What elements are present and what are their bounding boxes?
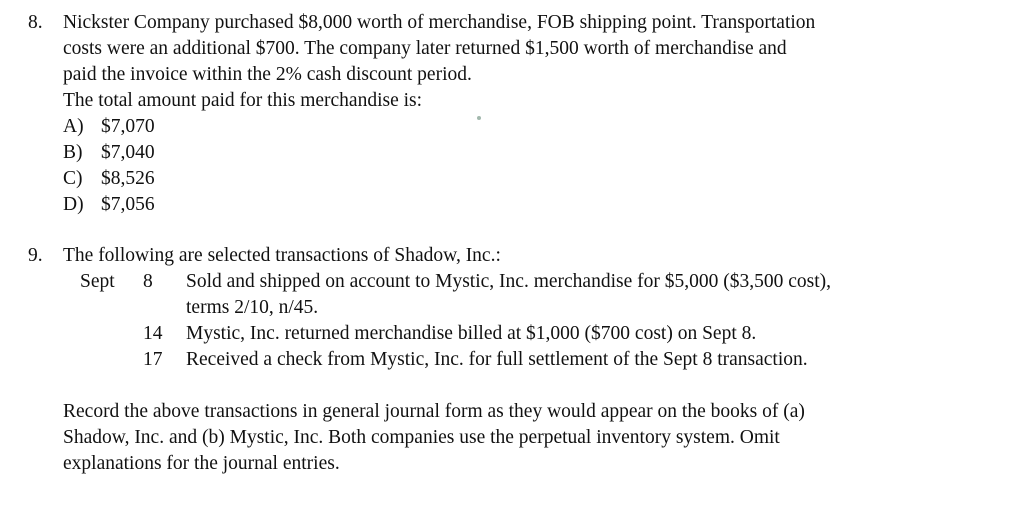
transaction-day: 8 [143, 271, 153, 292]
transaction-day: 17 [143, 349, 163, 370]
question-8-text-line-2: costs were an additional $700. The company later returned $1,500 worth of merchandise and [63, 38, 787, 59]
question-9-number: 9. [28, 245, 43, 266]
option-letter: B) [63, 142, 83, 163]
question-8-text-line-3: paid the invoice within the 2% cash discount period. [63, 64, 472, 85]
option-letter: C) [63, 168, 83, 189]
transaction-text-line-2: terms 2/10, n/45. [186, 297, 319, 318]
option-value: $7,040 [101, 142, 155, 163]
transaction-month: Sept [80, 271, 115, 292]
question-8-text-line-1: Nickster Company purchased $8,000 worth of merchandise, FOB shipping point. Transportation [63, 12, 816, 33]
instructions-line-3: explanations for the journal entries. [63, 453, 340, 474]
option-d[interactable] [63, 192, 155, 218]
option-b[interactable] [63, 140, 155, 166]
transaction-text-line-1: Mystic, Inc. returned merchandise billed at $1,000 ($700 cost) on Sept 8. [186, 323, 757, 344]
transaction-day: 14 [143, 323, 163, 344]
option-value: $7,070 [101, 116, 155, 137]
option-value: $8,526 [101, 168, 155, 189]
option-letter: A) [63, 116, 84, 137]
option-letter: D) [63, 194, 84, 215]
instructions-line-2: Shadow, Inc. and (b) Mystic, Inc. Both companies use the perpetual inventory system. Omit [63, 427, 780, 448]
option-value: $7,056 [101, 194, 155, 215]
question-8-number: 8. [28, 12, 43, 33]
transaction-text-line-1: Sold and shipped on account to Mystic, Inc. merchandise for $5,000 ($3,500 cost), [186, 271, 831, 292]
transaction-text-line-1: Received a check from Mystic, Inc. for full settlement of the Sept 8 transaction. [186, 349, 808, 370]
instructions-line-1: Record the above transactions in general journal form as they would appear on the books of (a) [63, 401, 805, 422]
question-8-prompt: The total amount paid for this merchandise is: [63, 90, 423, 111]
option-a[interactable] [63, 114, 155, 140]
question-9-intro: The following are selected transactions of Shadow, Inc.: [63, 245, 501, 266]
option-c[interactable] [63, 166, 155, 192]
scan-speck [477, 116, 481, 120]
